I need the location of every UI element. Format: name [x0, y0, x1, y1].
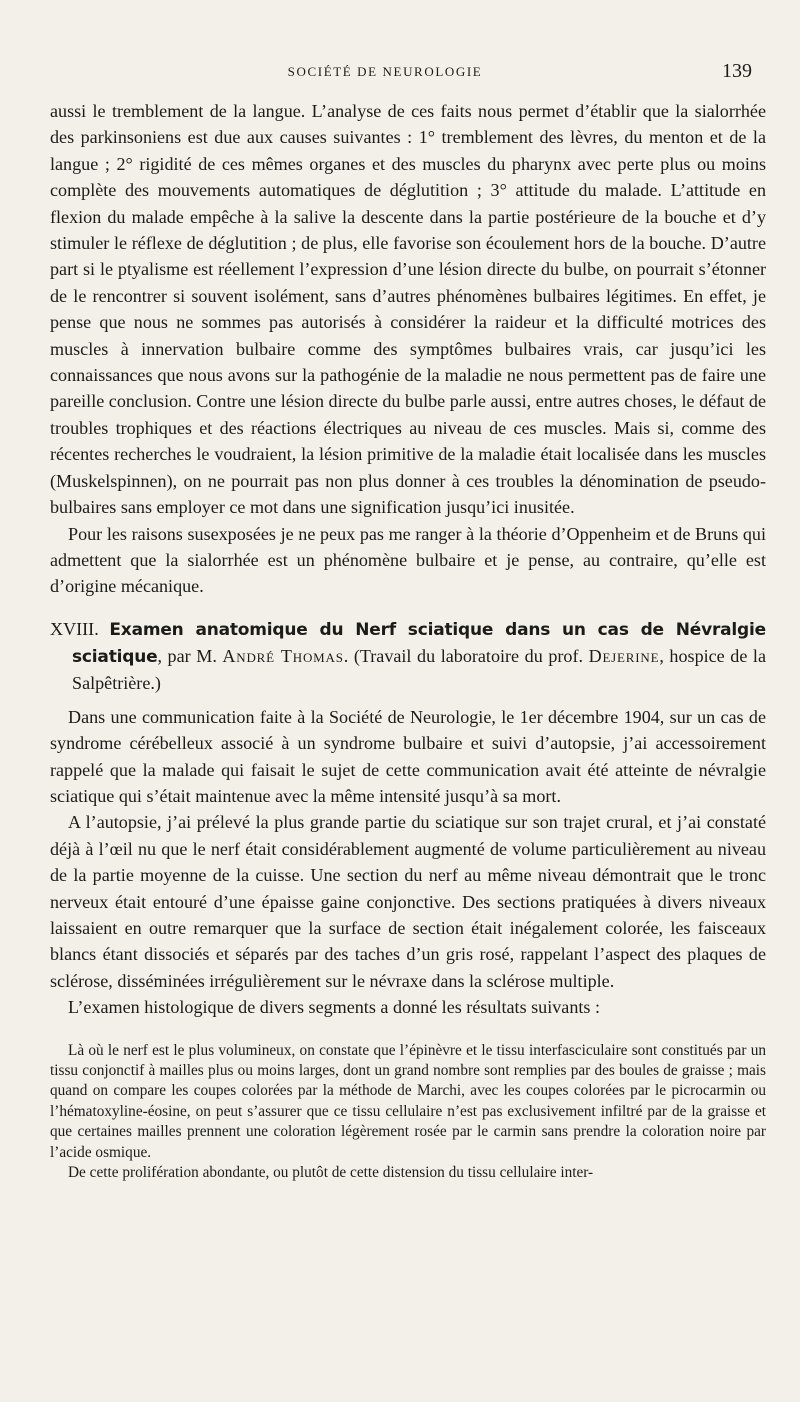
- section-heading: [50, 616, 766, 696]
- paragraph: Pour les raisons susexposées je ne peux pas me ranger à la théorie d’Oppenheim et de Bruns qui admettent que la sialorrhée est un phénomène bulbaire et je pense, au contraire, qu’elle est d’origine mécanique.: [50, 523, 766, 597]
- small-print-paragraph: Là où le nerf est le plus volumineux, on constate que l’épinèvre et le tissu interfasciculaire sont constitués par un tissu conjonctif à mailles plus ou moins larges, dont un grand nombre sont remplies par des boules de graisse ; mais quand on compare les coupes colorées par la méthode de Marchi, avec les coupes colorées par le picrocarmin ou l’hématoxyline-éosine, on peut s’assurer que ce tissu cellulaire n’est pas exclusivement infiltré par de la graisse et que certaines mailles prennent une coloration légèrement rosée par le carmin sans prendre la coloration noire par l’acide osmique.: [50, 1041, 766, 1161]
- section-professor: Dejerine: [588, 645, 660, 666]
- section-affiliation-end: , hospice de la Salpêtrière.): [72, 645, 766, 693]
- page-header: [0, 62, 800, 84]
- paragraph: L’examen histologique de divers segments a donné les résultats suivants :: [68, 997, 600, 1018]
- section-by: , par M.: [157, 645, 223, 666]
- body-text: [50, 98, 766, 1183]
- running-title: SOCIÉTÉ DE NEUROLOGIE: [287, 64, 483, 79]
- paragraph: aussi le tremblement de la langue. L’analyse de ces faits nous permet d’établir que la sialorrhée des parkinsoniens est due aux causes suivantes : 1° tremblement des lèvres, du menton et de la langue ; 2° rigidité de ces mêmes organes et des muscles du pharynx avec perte plus ou moins complète des mouvements automatiques de déglutition ; 3° attitude du malade. L’attitude en flexion du malade empêche à la salive la descente dans la partie postérieure de la bouche et d’y stimuler le réflexe de déglutition ; de plus, elle favorise son écoulement hors de la bouche. D’autre part si le ptyalisme est réellement l’expression d’une lésion directe du bulbe, on pourrait s’étonner de le rencontrer si souvent isolément, sans d’autres phénomènes bulbaires légitimes. En effet, je pense que nous ne sommes pas autorisés à considérer la raideur et la difficulté motrices des muscles à innervation bulbaire comme des symptômes bulbaires vrais, car jusqu’ici les connaissances que nous avons sur la pathogénie de la maladie ne nous permettent pas de faire une pareille conclusion. Contre une lésion directe du bulbe parle aussi, entre autres choses, le défaut de troubles trophiques et des réactions électriques au niveau de ces muscles. Mais si, comme des récentes recherches le voudraient, la lésion primitive de la maladie était localisée dans les muscles (Muskelspinnen), on ne pourrait pas non plus donner à ces troubles la dénomination de pseudo-bulbaires sans employer ce mot dans une signification jusqu’ici inusitée.: [50, 101, 766, 518]
- paragraph: A l’autopsie, j’ai prélevé la plus grande partie du sciatique sur son trajet crural, et j’ai constaté déjà à l’œil nu que le nerf était considérablement augmenté de volume particulièrement au niveau de la partie moyenne de la cuisse. Une section du nerf au même niveau démontrait que le tronc nerveux était entouré d’une épaisse gaine conjonctive. Des sections pratiquées à divers niveaux laissaient en outre remarquer que la surface de section était inégalement colorée, les faisceaux blancs étant dissociés et séparés par des taches d’un gris rosé, rappelant l’aspect des plaques de sclérose, disséminées irrégulièrement sur le névraxe dans la sclérose multiple.: [50, 812, 766, 991]
- page-number: 139: [722, 60, 752, 82]
- small-print-paragraph: De cette prolifération abondante, ou plutôt de cette distension du tissu cellulaire inter-: [68, 1164, 594, 1182]
- section-number: XVIII.: [50, 618, 99, 639]
- section-affiliation: . (Travail du laboratoire du prof.: [343, 645, 589, 666]
- small-print-block: [50, 1041, 766, 1184]
- paragraph: Dans une communication faite à la Société de Neurologie, le 1er décembre 1904, sur un cas de syndrome cérébelleux associé à un syndrome bulbaire et suivi d’autopsie, j’ai accessoirement rappelé que la malade qui faisait le sujet de cette communication avait été atteinte de névralgie sciatique qui s’était maintenue avec la même intensité jusqu’à sa mort.: [50, 706, 766, 806]
- section-author: André Thomas: [222, 645, 344, 666]
- section-title: Examen anatomique du Nerf sciatique dans un cas de Névralgie sciatique: [72, 619, 766, 667]
